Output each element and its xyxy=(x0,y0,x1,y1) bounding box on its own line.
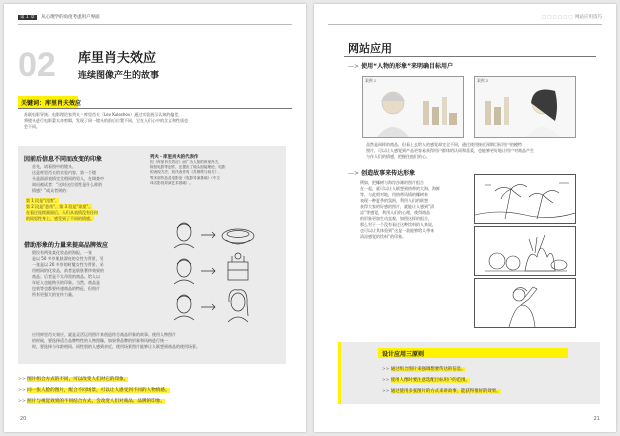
case-1-label: 案例 1 xyxy=(365,78,377,83)
case-2-label: 案例 2 xyxy=(477,78,489,83)
page-title: 库里肖夫效应 xyxy=(78,51,157,66)
bullet-text: 同一张人脸的图片，配合不同场景，可以让人感受到不同的人物情感。 xyxy=(27,388,170,393)
side-caption-text xyxy=(150,160,280,186)
box-line: 时，要选择与年龄相同、同性别的人感到亲近，使用场景图片能够让人联想到商品的使用场景。 xyxy=(32,344,200,349)
box-line: 假设有两张某化妆品的海报，一张 xyxy=(32,250,92,255)
intro-line: 苏联电影导演、电影理论家列夫・库里肖夫（Lev Kuleshov）通过实验展示认知的偏差， xyxy=(24,112,183,117)
page-number: 21 xyxy=(593,416,600,422)
box-line: 情感？”或众者则的： xyxy=(32,188,71,193)
story-heading-text: 创造故事来传达形象 xyxy=(361,170,416,177)
box-line: 应用库里肖夫效应，就是灵活运用图片来创造符合商品形象的故事。使用人物图片 xyxy=(32,332,176,337)
box-line: 这是库里肖夫的实验内容，第一个镜 xyxy=(32,170,96,175)
caption-line: 除拍电影等创作，还提出了镜头组接理论、电影 xyxy=(150,165,226,170)
drinking-person-illustration xyxy=(474,278,576,328)
bullet-item xyxy=(18,385,298,396)
box-paragraph-1 xyxy=(32,164,140,194)
intro-line: 将镜头进行电影蒙太奇剪辑，发现了同一镜头的前后位置不同，它在人们心中的含义和性质也 xyxy=(24,118,188,123)
bullet-item xyxy=(18,374,298,385)
box-line: 包装等也都要传递商品的特征，但图片 xyxy=(32,286,100,291)
sub-heading xyxy=(348,61,453,70)
story-line: 例如，把椰树与海岸沙滩的图片组合 xyxy=(360,180,424,185)
box-paragraph-2 xyxy=(32,250,144,298)
header-rule xyxy=(18,24,292,25)
fruit-illustration xyxy=(474,226,576,276)
chapter-title: 从心理学的角度考虑用户界面 xyxy=(41,15,100,20)
page-subtitle: 连续图像产生的故事 xyxy=(78,71,160,81)
story-line: 凉”等感觉，利用人们的心理，使得商品 xyxy=(360,210,431,215)
intro-line: 会不同。 xyxy=(24,124,40,129)
rule-item xyxy=(382,364,592,375)
side-caption xyxy=(150,154,280,186)
rule-text: 使用人像时要注意选配目标用户的范围。 xyxy=(390,378,470,383)
arrow-icon: >> xyxy=(18,377,26,382)
rule-text: 通过使用多张图片的方式来讲故事，能获得很好的效果。 xyxy=(390,389,501,394)
story-line: 等。与此相对地，用热带风情的椰树来 xyxy=(360,192,428,197)
chapter-header xyxy=(18,14,100,20)
caption-line: 等多部作品及电影论《电影导演基础》（中文 xyxy=(150,175,221,180)
box-line: 商品；后者是不太昂贵的商品。给人以 xyxy=(32,274,100,279)
highlight-line: 在看过连续画面后，人们从表情没有任何 xyxy=(26,210,98,215)
rules-list xyxy=(382,364,592,397)
box-line: 是以 50 多岁肌肤漂亮的女性为背景，另 xyxy=(32,256,104,261)
story-line: 那么对于一个没有看过这种饮料的人来说， xyxy=(360,222,436,227)
arrow-icon: —> xyxy=(348,170,360,177)
explanation-box xyxy=(18,146,286,364)
box-line: 年轻人也能购买的印象。当然，商品是 xyxy=(32,280,100,285)
rule-text: 通过组合图片来强调想要传达的信息。 xyxy=(390,367,466,372)
intro-text xyxy=(24,112,294,130)
side-caption-title: 列夫・库里肖夫的代表作 xyxy=(150,155,199,160)
box-line: 的时候，要选择适合品牌特性的人物图像，如果将品牌的形象和风格进行统一 xyxy=(32,338,168,343)
arrow-icon: >> xyxy=(18,399,26,404)
box-line: 头是面部表情完全相同的男人，在调查中 xyxy=(32,176,104,181)
summary-bullets xyxy=(18,374,298,407)
rule-item xyxy=(382,375,592,386)
rules-accent-bar xyxy=(338,342,341,404)
header-rule xyxy=(328,24,602,25)
rule-item xyxy=(382,386,592,397)
chapter-badge: 第 1 章 xyxy=(20,15,35,20)
box-heading-2: 借助形象的力量来提高品牌效应 xyxy=(24,242,109,249)
box-line: 用相同的化妆品，前者是肌肤奢侈效果的 xyxy=(32,268,104,273)
case-line: 与作人们的情感，把握住他们的心。 xyxy=(366,154,430,159)
story-line: 在一起，就可以让人联想到热带的大海、海鲜 xyxy=(360,186,440,191)
highlighted-lines xyxy=(26,198,141,222)
story-line: 也可以让其体验到“这是一款能够给人带来 xyxy=(360,228,435,233)
palm-beach-illustration xyxy=(474,174,576,224)
arrow-icon: >> xyxy=(382,367,390,372)
story-line: 的形象更加生动直观，如图这样的组合， xyxy=(360,216,432,221)
box-heading-1: 因前后信息不同而改变的印象 xyxy=(24,156,103,163)
keyword-rule xyxy=(18,108,292,109)
story-text xyxy=(360,180,464,240)
keyword-label: 关键词：库里肖夫效应 xyxy=(21,100,82,107)
story-heading xyxy=(348,168,415,177)
arrow-icon: —> xyxy=(348,63,360,70)
box-paragraph-3 xyxy=(32,332,282,350)
arrow-icon: >> xyxy=(18,388,26,393)
rules-title: 设计应用三原则 xyxy=(382,351,425,358)
arrow-icon: >> xyxy=(382,378,390,383)
bullet-text: 图片组合方式的不同，可以改变人们对它的印象。 xyxy=(27,377,129,382)
dots-decoration: □□□□□□ xyxy=(542,15,574,20)
box-line: 询问被试者：“这时这位男性是什么样的 xyxy=(32,182,103,187)
bullet-text: 照片与视觉效果的不同结合方式，会改变人们对商品、品牌的印象。 xyxy=(27,399,165,404)
sub-heading-text: 使用“人物的形象”来明确目标用户 xyxy=(361,63,454,70)
bullet-item xyxy=(18,396,298,407)
section-number: 02 xyxy=(18,46,56,84)
highlight-line: 第 2 段是“悲伤”，第 3 段是“欲望”。 xyxy=(26,204,93,209)
case-description xyxy=(366,142,596,160)
section-title: 网站应用 xyxy=(348,42,392,55)
box-line: 首先，请看图中的镜头。 xyxy=(32,164,76,169)
caption-line: 的表现方法，其代表作有《苏维埃与西方》、 xyxy=(150,170,222,175)
kuleshov-illustration xyxy=(168,220,278,328)
case-2-image xyxy=(474,76,576,138)
story-line: 清凉感觉的饮料”的印象。 xyxy=(360,234,407,239)
right-page xyxy=(314,4,616,432)
case-1-image xyxy=(362,76,464,138)
arrow-icon: >> xyxy=(382,389,390,394)
page-number: 20 xyxy=(20,416,27,422)
caption-line: 译名影视导演艺术基础）。 xyxy=(150,180,194,185)
story-line: 表现一种夏季的氛围，利用人们的联想 xyxy=(360,198,428,203)
box-line: 所有更强大的宣传力量。 xyxy=(32,292,76,297)
highlight-line: 的同男性身上，感受到了不同的情感。 xyxy=(26,216,94,221)
rules-box xyxy=(338,342,600,404)
title-rule xyxy=(344,56,596,57)
caption-line: 因《库里肖夫效应》而广为人知的库里肖夫， xyxy=(150,160,222,164)
case-line: 虽然是同样的商品，但看上去给人的感觉却完全不同，通过使用接近预期目标用户的模特 xyxy=(366,142,522,147)
case-line: 照片，可以让人感觉到产品更容易获得用户群体的认同和喜爱，也能够更好地让用户对商品产生 xyxy=(366,148,534,153)
page-header xyxy=(542,14,602,20)
left-page xyxy=(4,4,306,432)
highlight-line: 第 1 段是“饥饿”， xyxy=(26,198,60,203)
box-line: 一张是以 20 多岁的时髦女性为背景，采 xyxy=(32,262,104,267)
story-line: 获得大家的好感的图片，就能让人感到“清 xyxy=(360,204,435,209)
header-text: 网站应用技巧 xyxy=(575,15,602,20)
